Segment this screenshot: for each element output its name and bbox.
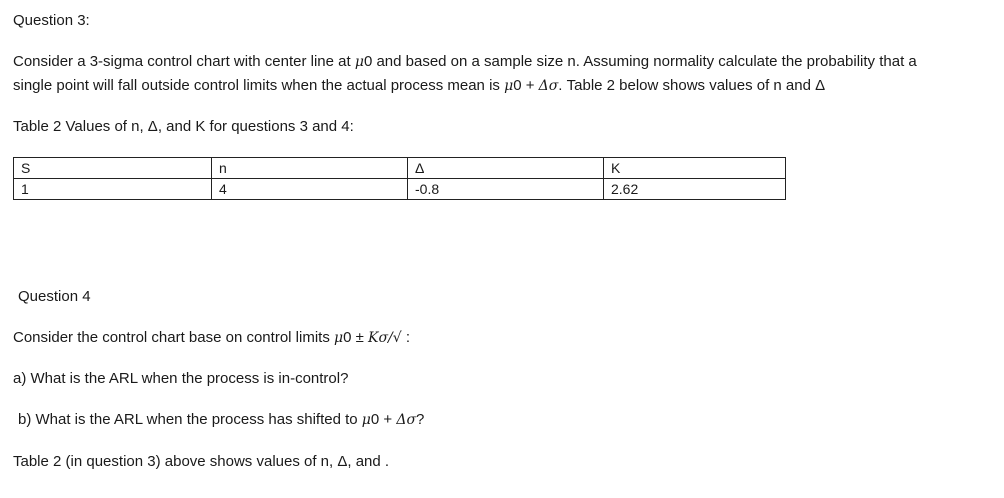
table-2-reference-note: Table 2 (in question 3) above shows values of n, Δ, and .: [13, 453, 390, 470]
q3-text-2b: 0 +: [513, 77, 539, 94]
question-3-paragraph-line-1: [13, 52, 917, 72]
table-row: [14, 179, 786, 200]
cell-k: 2.62: [604, 179, 786, 200]
mu-symbol: μ: [354, 54, 364, 70]
cell-delta: -0.8: [408, 179, 604, 200]
q3-text-1a: Consider a 3-sigma control chart with center line at: [13, 53, 355, 70]
control-limit-formula: Kσ/√: [368, 330, 402, 346]
question-4b: [18, 410, 424, 430]
q4b-text-c: ?: [416, 411, 425, 428]
question-4-heading: Question 4: [18, 288, 91, 305]
cell-n: 4: [212, 179, 408, 200]
q4-text-1c: :: [401, 329, 411, 346]
q4-text-1b: 0 ±: [343, 329, 369, 346]
q4-text-1a: Consider the control chart base on control limits: [13, 329, 334, 346]
table-header-row: [14, 158, 786, 179]
question-4-paragraph: [13, 328, 410, 348]
question-4a: a) What is the ARL when the process is in-control?: [13, 370, 349, 387]
q3-text-1b: 0 and based on a sample size n. Assuming normality calculate the probability that a: [363, 53, 917, 70]
table-2-caption: Table 2 Values of n, Δ, and K for questions 3 and 4:: [13, 118, 354, 135]
q3-text-2c: . Table 2 below shows values of n and Δ: [558, 77, 826, 94]
values-table: [13, 157, 786, 200]
q4b-text-a: b) What is the ARL when the process has shifted to: [18, 411, 362, 428]
q4b-text-b: 0 +: [370, 411, 397, 428]
mu-symbol: μ: [333, 330, 344, 346]
header-cell-s: S: [14, 158, 212, 179]
mu-symbol: μ: [504, 78, 514, 94]
header-cell-k: K: [604, 158, 786, 179]
delta-sigma-symbol: Δσ: [396, 412, 417, 428]
q3-text-2a: single point will fall outside control limits when the actual process mean is: [13, 77, 505, 94]
header-cell-n: n: [212, 158, 408, 179]
mu-symbol: μ: [361, 412, 371, 428]
cell-s: 1: [14, 179, 212, 200]
question-3-paragraph-line-2: [13, 76, 825, 96]
question-3-heading: Question 3:: [13, 12, 90, 29]
delta-sigma-symbol: Δσ: [538, 78, 559, 94]
header-cell-delta: Δ: [408, 158, 604, 179]
